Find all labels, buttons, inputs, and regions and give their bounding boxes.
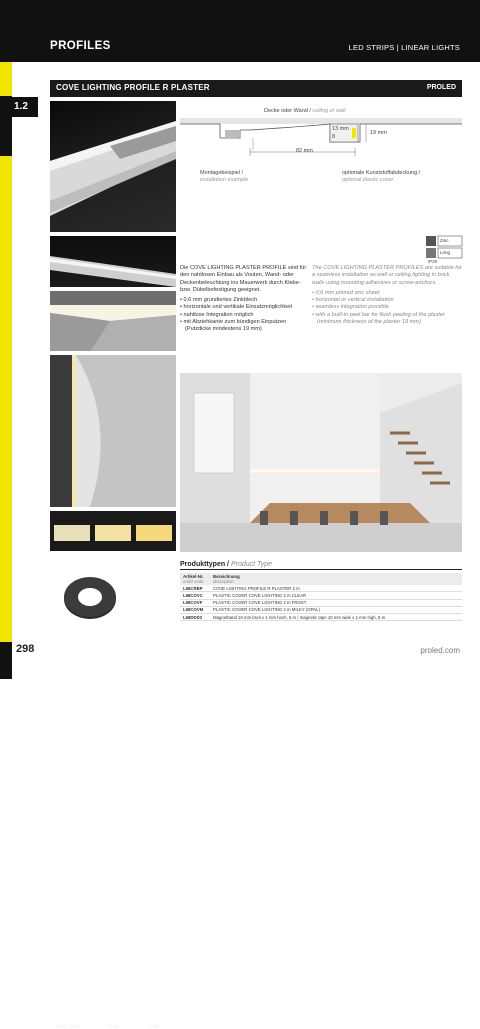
product-title: COVE LIGHTING PROFILE R PLASTER	[56, 83, 210, 92]
feature-badges	[426, 236, 462, 262]
category-title: PROFILES	[50, 40, 111, 52]
section-number: 1.2	[0, 97, 38, 117]
cover-variants-photo	[50, 511, 176, 1029]
table-row: L68CRBP COVE LIGHTING PROFILE R PLASTER 2 m	[180, 585, 462, 592]
bullet-english: • horizontal or vertical installation	[312, 297, 394, 304]
wall-label: Decke oder Wand / ceiling or wall	[264, 108, 346, 114]
table-row: L68COVM PLASTIC COVER COVE LIGHTING 2 m MILKY (OPAL)	[180, 606, 462, 613]
install-example-caption: Montagebeispiel / installation example	[200, 170, 249, 183]
table-row: L68DDD2 Magnetband 10 mm breit x 1 mm hoch, 5 m / magnetic tape 10 mm wide x 1 mm high, 5 m	[180, 614, 462, 621]
product-types-title: Produkttypen / Product Type	[180, 561, 273, 568]
bullet-english: • with a built-in peel bar for flush peeling of the plaster (minimum thickness of the plaster 19 mm)	[312, 311, 445, 326]
wall-profile-photo	[50, 355, 176, 507]
bullet-german: • nahtlose Integration möglich	[180, 311, 254, 318]
bullet-german: • horizontale und vertikale Einsatzmöglichkeit	[180, 304, 293, 311]
side-accent-strip	[0, 62, 12, 679]
bullet-english: • 0,6 mm primed zinc sheet	[312, 289, 380, 296]
side-strip-block-bottom	[0, 642, 12, 679]
cover-label-clear: Clear	[148, 1024, 159, 1029]
product-title-bar	[50, 80, 462, 97]
cover-label-frost: Frost	[108, 1024, 119, 1029]
inner-dimension: 13 mm	[332, 126, 349, 132]
cove-light-photo	[50, 291, 176, 351]
ip-badge-label: IP20	[428, 259, 438, 264]
small-dimension: 8	[332, 134, 336, 140]
cover-label-milky: Milky (opal)	[56, 1024, 80, 1029]
product-types-rule	[180, 569, 462, 570]
zinc-badge-label: Zinc	[440, 238, 449, 243]
top-header-bar	[0, 0, 480, 62]
intro-english: The COVE LIGHTING PLASTER PROFILES are suitable for a seamless installation as wall or ceiling lighting in brick walls using mounting adhesives or screw-anchors.	[312, 265, 462, 286]
width-dimension: 82 mm	[296, 148, 313, 154]
website-link[interactable]: proled.com	[420, 646, 460, 655]
profile-photo-installed	[50, 236, 176, 287]
column-header-description: Bezeichnung description	[210, 573, 462, 585]
pack-badge-label: Leng	[440, 250, 451, 255]
interior-photo	[180, 373, 462, 552]
description-english	[312, 265, 462, 326]
height-dimension: 19 mm	[370, 130, 387, 136]
brand-logo: PROLED	[426, 84, 456, 91]
plastic-cover-caption: optionale Kunststoffabdeckung / optional plastic cover	[342, 170, 421, 183]
table-row: L68COVC PLASTIC COVER COVE LIGHTING 2 m CLEAR	[180, 592, 462, 599]
page-number: 298	[16, 643, 35, 655]
product-types-table	[180, 573, 462, 621]
bullet-english: • seamless integration possible	[312, 304, 389, 311]
category-subtitle: LED STRIPS | LINEAR LIGHTS	[348, 43, 460, 52]
bullet-german: • 0,6 mm grundiertes Zinkblech	[180, 297, 258, 304]
table-row: L68COVF PLASTIC COVER COVE LIGHTING 2 m FROST	[180, 599, 462, 606]
column-header-code: Artikel-Nr. order code	[180, 573, 210, 585]
profile-photo-closeup	[50, 101, 176, 232]
magnetic-tape-photo	[50, 563, 176, 631]
bullet-german: • mit Abziehkante zum bündigen Einputzen (Putzdicke mindestens 19 mm)	[180, 319, 287, 333]
cross-section-diagram	[180, 108, 462, 196]
description-german	[180, 265, 308, 334]
intro-german: Die COVE LIGHTING PLASTER PROFILE sind für den nahtlosen Einbau als Vouten, Wand- oder Deckenbeleuchtung ins Mauerwerk durch Klebe- bzw. Dübelbefestigung geeignet.	[180, 265, 307, 293]
